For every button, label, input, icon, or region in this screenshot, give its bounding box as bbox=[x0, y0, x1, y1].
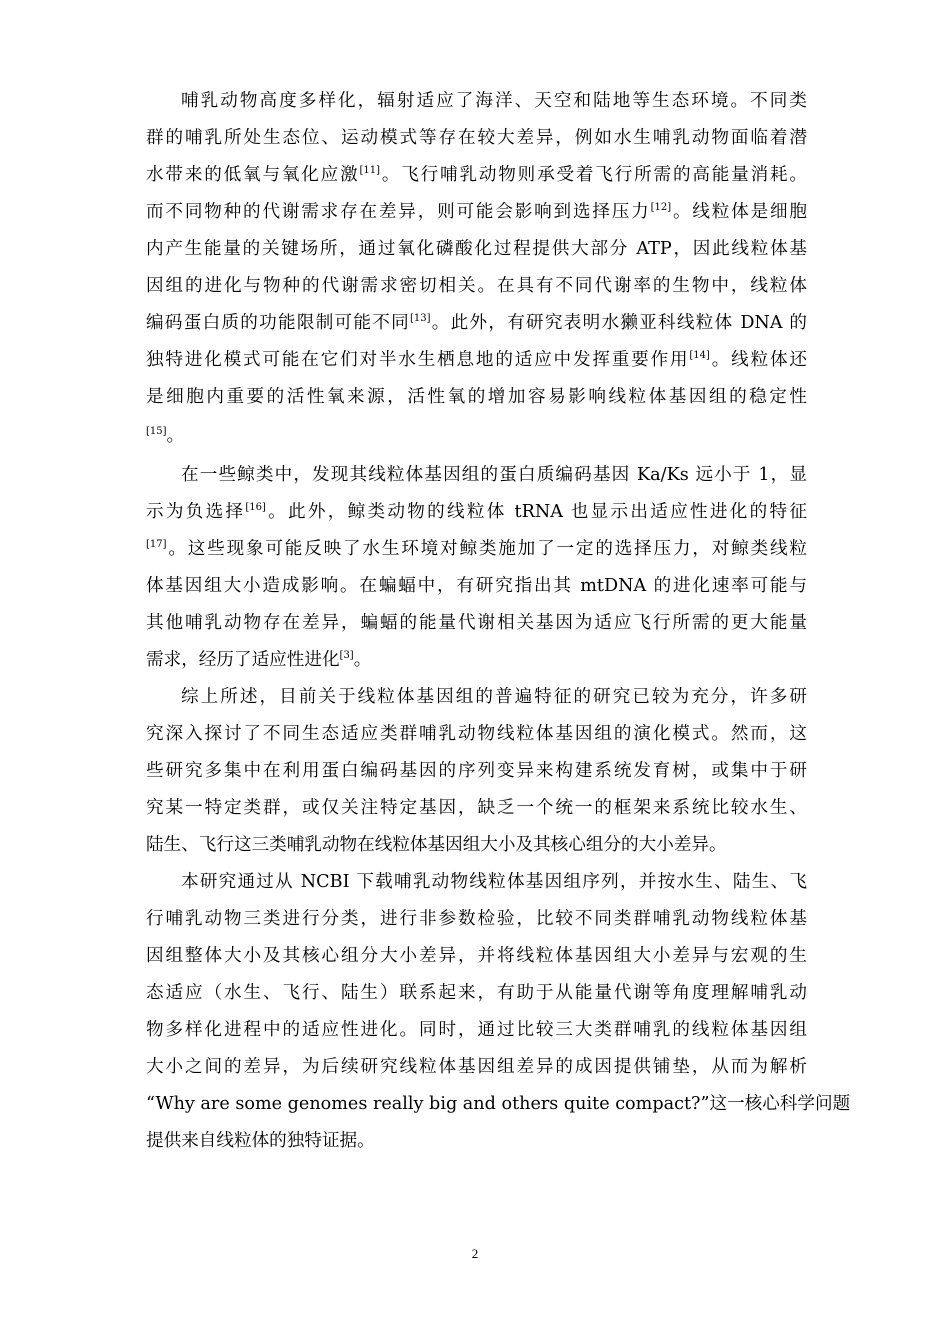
citation: [13] bbox=[409, 313, 431, 324]
text-line: 行哺乳动物三类进行分类，进行非参数检验，比较不同类群哺乳动物线粒体基 bbox=[146, 909, 807, 929]
paragraph-1 bbox=[146, 83, 807, 457]
text-line: 内产生能量的关键场所，通过氧化磷酸化过程提供大部分 ATP，因此线粒体基 bbox=[146, 239, 807, 259]
citation: [15] bbox=[146, 426, 167, 437]
text-line: 究深入探讨了不同生态适应类群哺乳动物线粒体基因组的演化模式。然而，这 bbox=[146, 724, 807, 744]
text-line: 体基因组大小造成影响。在蝙蝠中，有研究指出其 mtDNA 的进化速率可能与 bbox=[146, 576, 807, 596]
text-line: 其他哺乳动物存在差异，蝙蝠的能量代谢相关基因为适应飞行所需的更大能量 bbox=[146, 613, 807, 633]
text-line: 陆生、飞行这三类哺乳动物在线粒体基因组大小及其核心组分的大小差异。 bbox=[146, 835, 727, 855]
text-line: 究某一特定类群，或仅关注特定基因，缺乏一个统一的框架来系统比较水生、 bbox=[146, 798, 807, 818]
text-line: 些研究多集中在利用蛋白编码基因的序列变异来构建系统发育树，或集中于研 bbox=[146, 761, 807, 781]
document-body bbox=[146, 83, 851, 1160]
text-line: 而不同物种的代谢需求存在差异，则可能会影响到选择压力[12]。线粒体是细胞 bbox=[146, 202, 807, 222]
text-line: 水带来的低氧与氧化应激[11]。飞行哺乳动物则承受着飞行所需的高能量消耗。 bbox=[146, 165, 807, 185]
citation: [17] bbox=[146, 539, 167, 550]
citation: [16] bbox=[245, 502, 266, 513]
text-line: 本研究通过从 NCBI 下载哺乳动物线粒体基因组序列，并按水生、陆生、飞 bbox=[181, 872, 807, 892]
text-line: 是细胞内重要的活性氧来源，活性氧的增加容易影响线粒体基因组的稳定性 bbox=[146, 387, 807, 407]
citation: [11] bbox=[359, 165, 381, 176]
text-line: 编码蛋白质的功能限制可能不同[13]。此外，有研究表明水獭亚科线粒体 DNA 的 bbox=[146, 313, 807, 333]
text-line: 哺乳动物高度多样化，辐射适应了海洋、天空和陆地等生态环境。不同类 bbox=[181, 91, 807, 111]
text-line: 提供来自线粒体的独特证据。 bbox=[146, 1131, 375, 1151]
paragraph-3 bbox=[146, 679, 807, 864]
paragraph-2 bbox=[146, 457, 807, 679]
text-line: 在一些鲸类中，发现其线粒体基因组的蛋白质编码基因 Ka/Ks 远小于 1，显 bbox=[181, 465, 807, 485]
text-line: 因组的进化与物种的代谢需求密切相关。在具有不同代谢率的生物中，线粒体 bbox=[146, 276, 807, 296]
text-line: 物多样化进程中的适应性进化。同时，通过比较三大类群哺乳的线粒体基因组 bbox=[146, 1020, 807, 1040]
citation: [12] bbox=[650, 202, 672, 213]
text-line: 因组整体大小及其核心组分大小差异，并将线粒体基因组大小差异与宏观的生 bbox=[146, 946, 807, 966]
citation: [14] bbox=[689, 350, 710, 361]
text-line: 群的哺乳所处生态位、运动模式等存在较大差异，例如水生哺乳动物面临着潜 bbox=[146, 128, 807, 148]
text-line: [15]。 bbox=[146, 426, 185, 446]
text-line: 大小之间的差异，为后续研究线粒体基因组差异的成因提供铺垫，从而为解析 bbox=[146, 1057, 807, 1077]
citation: [3] bbox=[339, 650, 354, 661]
paragraph-4 bbox=[146, 864, 851, 1160]
text-line: [17]。这些现象可能反映了水生环境对鲸类施加了一定的选择压力，对鲸类线粒 bbox=[146, 539, 807, 559]
text-line: “Why are some genomes really big and others quite compact?”这一核心科学问题 bbox=[146, 1094, 851, 1114]
text-line: 需求，经历了适应性进化[3]。 bbox=[146, 650, 372, 670]
text-line: 示为负选择[16]。此外，鲸类动物的线粒体 tRNA 也显示出适应性进化的特征 bbox=[146, 502, 807, 522]
text-line: 态适应（水生、飞行、陆生）联系起来，有助于从能量代谢等角度理解哺乳动 bbox=[146, 983, 807, 1003]
page-number: 2 bbox=[471, 1246, 479, 1261]
text-line: 独特进化模式可能在它们对半水生栖息地的适应中发挥重要作用[14]。线粒体还 bbox=[146, 350, 807, 370]
text-line: 综上所述，目前关于线粒体基因组的普遍特征的研究已较为充分，许多研 bbox=[181, 687, 807, 707]
